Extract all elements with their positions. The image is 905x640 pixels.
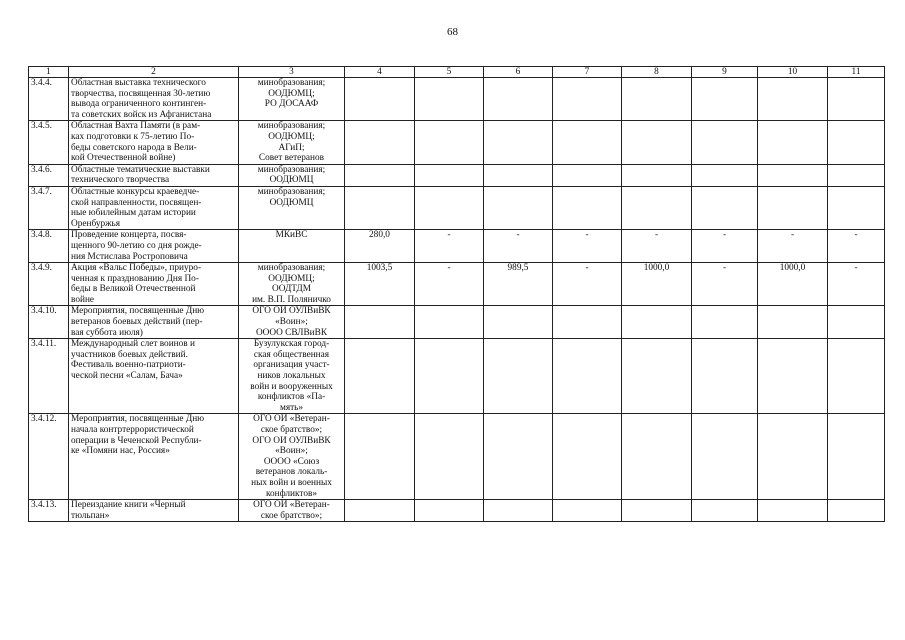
value-cell [415, 78, 484, 121]
event-name-line: ные юбилейным датам истории [71, 208, 196, 219]
value-cell: - [484, 230, 553, 263]
column-number: 7 [553, 67, 622, 78]
value-cell [758, 78, 828, 121]
column-number: 9 [692, 67, 758, 78]
column-number: 2 [69, 67, 239, 78]
column-number: 8 [622, 67, 692, 78]
responsible-org-line: ООДЮМЦ; [268, 88, 315, 99]
responsible-org-line: ОГО ОИ «Ветеран- [253, 414, 330, 425]
value-cell: 280,0 [345, 230, 415, 263]
value-cell: - [622, 230, 692, 263]
value-cell [828, 339, 885, 414]
value-cell: - [553, 230, 622, 263]
item-number: 3.4.7. [29, 186, 69, 229]
value-cell [415, 306, 484, 339]
event-name-line: Мероприятия, посвященные Дню [71, 414, 205, 425]
column-number: 1 [29, 67, 69, 78]
responsible-org [239, 164, 345, 186]
responsible-org [239, 339, 345, 414]
event-name-line: начала контртеррористической [71, 425, 194, 435]
event-name-line: Акция «Вальс Победы», приуро- [71, 263, 202, 274]
responsible-org-line: минобразования; [257, 121, 326, 132]
event-name-line: беды в Великой Отечественной [71, 284, 196, 295]
value-cell [484, 186, 553, 229]
item-number: 3.4.4. [29, 78, 69, 121]
value-cell [622, 121, 692, 164]
table-row [29, 78, 885, 121]
responsible-org [239, 263, 345, 306]
value-cell: 1000,0 [622, 263, 692, 306]
event-name [69, 121, 239, 164]
responsible-org-line: ОООО «Союз [263, 456, 320, 467]
value-cell [484, 78, 553, 121]
event-name-line: ческой песни «Салам, Бача» [71, 371, 183, 382]
value-cell [692, 121, 758, 164]
event-name-line: Областные конкурсы краеведче- [71, 186, 200, 197]
responsible-org-line: «Воин»; [275, 317, 308, 328]
event-name-line: участников боевых действий. [71, 349, 188, 360]
value-cell: 1000,0 [758, 263, 828, 306]
event-name-line: Фестиваль военно-патриоти- [71, 360, 186, 371]
value-cell: - [828, 230, 885, 263]
value-cell [484, 339, 553, 414]
event-name-line: ке «Помяни нас, Россия» [71, 446, 170, 457]
event-name-line: Переиздание книги «Черный [71, 500, 186, 511]
event-name-line: Международный слет воинов и [71, 339, 195, 350]
value-cell [553, 164, 622, 186]
value-cell [484, 306, 553, 339]
table-row [29, 414, 885, 500]
value-cell [758, 306, 828, 339]
table-row [29, 339, 885, 414]
event-name-line: беды советского народа в Вели- [71, 142, 197, 153]
responsible-org-line: РО ДОСААФ [264, 99, 319, 110]
value-cell [345, 414, 415, 500]
responsible-org-line: ООДЮМЦ; [268, 273, 315, 284]
event-name-line: творчества, посвященная 30-летию [71, 88, 211, 99]
column-number: 4 [345, 67, 415, 78]
responsible-org-line: Бузулукская город- [253, 339, 330, 350]
event-name-line: операции в Чеченской Республи- [71, 435, 202, 446]
responsible-org-line: ское братство»; [260, 510, 323, 521]
value-cell [415, 186, 484, 229]
value-cell [345, 500, 415, 522]
responsible-org-line: Совет ветеранов [258, 153, 325, 164]
column-number: 3 [239, 67, 345, 78]
responsible-org-line: минобразования; [257, 164, 326, 175]
event-name-line: ках подготовки к 75-летию По- [71, 131, 195, 142]
value-cell [758, 339, 828, 414]
value-cell [758, 414, 828, 500]
event-name-line: Оренбуржья [71, 218, 121, 229]
value-cell: 1003,5 [345, 263, 415, 306]
table-row [29, 500, 885, 522]
value-cell: - [828, 263, 885, 306]
value-cell [484, 164, 553, 186]
responsible-org [239, 186, 345, 229]
event-name-line: Областная выставка технического [71, 78, 206, 88]
responsible-org-line: ветеранов локаль- [255, 467, 328, 478]
event-name-line: тюльпан» [71, 510, 110, 521]
event-name-line: Областные тематические выставки [71, 164, 210, 175]
value-cell [758, 186, 828, 229]
responsible-org-line: им. В.П. Поляничко [252, 294, 331, 305]
responsible-org-line: АГиП; [278, 142, 305, 153]
value-cell: - [415, 230, 484, 263]
responsible-org [239, 121, 345, 164]
event-name [69, 306, 239, 339]
responsible-org-line: ООДЮМЦ [269, 175, 314, 186]
responsible-org-line: ООДЮМЦ; [268, 131, 315, 142]
item-number: 3.4.12. [29, 414, 69, 500]
value-cell: 989,5 [484, 263, 553, 306]
column-number: 10 [758, 67, 828, 78]
event-name-line: вывода ограниченного континген- [71, 99, 207, 110]
responsible-org-line: ных войн и военных [251, 477, 332, 488]
responsible-org-line: ское братство»; [260, 425, 323, 435]
value-cell [828, 500, 885, 522]
value-cell [622, 414, 692, 500]
item-number: 3.4.11. [29, 339, 69, 414]
event-name [69, 414, 239, 500]
responsible-org [239, 306, 345, 339]
column-number: 5 [415, 67, 484, 78]
responsible-org-line: конфликтов «Па- [257, 392, 326, 403]
responsible-org-line: ников локальных [257, 371, 326, 382]
responsible-org-line: ская общественная [253, 349, 330, 360]
event-name [69, 500, 239, 522]
value-cell [622, 186, 692, 229]
responsible-org-line: конфликтов» [265, 488, 318, 499]
value-cell [692, 186, 758, 229]
value-cell [692, 164, 758, 186]
event-name-line: щенного 90-летию со дня рожде- [71, 240, 202, 251]
value-cell [484, 500, 553, 522]
value-cell [758, 500, 828, 522]
value-cell [553, 414, 622, 500]
value-cell: - [415, 263, 484, 306]
value-cell [345, 164, 415, 186]
value-cell [553, 121, 622, 164]
event-name-line: ния Мстислава Ростроповича [71, 251, 188, 262]
responsible-org-line: минобразования; [257, 186, 326, 197]
responsible-org-line: ООДЮМЦ [269, 197, 314, 208]
value-cell [553, 78, 622, 121]
event-name-line: ской направленности, посвящен- [71, 197, 202, 208]
value-cell [692, 306, 758, 339]
value-cell [345, 339, 415, 414]
table-row [29, 186, 885, 229]
event-name [69, 263, 239, 306]
value-cell [415, 339, 484, 414]
value-cell [345, 186, 415, 229]
value-cell [758, 121, 828, 164]
responsible-org-line: войн и вооруженных [250, 381, 333, 392]
value-cell [415, 164, 484, 186]
value-cell [415, 121, 484, 164]
value-cell [345, 121, 415, 164]
responsible-org-line: «Воин»; [275, 446, 308, 457]
event-name-line: Мероприятия, посвященные Дню [71, 306, 205, 317]
table-row [29, 306, 885, 339]
page-number: 68 [447, 26, 458, 38]
item-number: 3.4.10. [29, 306, 69, 339]
event-name [69, 339, 239, 414]
responsible-org-line: ОГО ОИ ОУЛВиВК [252, 306, 331, 317]
value-cell [828, 121, 885, 164]
value-cell [692, 78, 758, 121]
event-name-line: ченная к празднованию Дня По- [71, 273, 199, 284]
value-cell [553, 500, 622, 522]
responsible-org [239, 78, 345, 121]
value-cell [692, 414, 758, 500]
responsible-org-line: организация участ- [253, 360, 330, 371]
item-number: 3.4.13. [29, 500, 69, 522]
value-cell [415, 500, 484, 522]
responsible-org-line: МКиВС [275, 230, 308, 241]
value-cell [484, 414, 553, 500]
value-cell [622, 500, 692, 522]
event-name [69, 78, 239, 121]
value-cell [415, 414, 484, 500]
responsible-org-line: минобразования; [257, 78, 326, 88]
column-number: 11 [828, 67, 885, 78]
table-row [29, 263, 885, 306]
value-cell: - [758, 230, 828, 263]
value-cell [828, 78, 885, 121]
value-cell [758, 164, 828, 186]
event-name [69, 186, 239, 229]
value-cell: - [692, 263, 758, 306]
event-name [69, 164, 239, 186]
event-name-line: Проведение концерта, посвя- [71, 230, 187, 241]
value-cell [622, 306, 692, 339]
event-name-line: вая суббота июля) [71, 327, 143, 338]
event-name-line: Областная Вахта Памяти (в рам- [71, 121, 201, 132]
table-row [29, 230, 885, 263]
value-cell [828, 306, 885, 339]
responsible-org [239, 230, 345, 263]
event-name [69, 230, 239, 263]
table-row [29, 121, 885, 164]
column-number-row [29, 67, 885, 78]
value-cell [345, 306, 415, 339]
responsible-org-line: ООДТДМ [271, 284, 311, 295]
value-cell [692, 339, 758, 414]
value-cell: - [553, 263, 622, 306]
responsible-org-line: ОГО ОИ ОУЛВиВК [252, 435, 331, 446]
value-cell [622, 164, 692, 186]
value-cell [828, 186, 885, 229]
responsible-org [239, 414, 345, 500]
value-cell [622, 78, 692, 121]
value-cell [345, 78, 415, 121]
event-name-line: та советских войск из Афганистана [71, 109, 212, 120]
value-cell [553, 339, 622, 414]
event-name-line: войне [71, 294, 95, 305]
value-cell [484, 121, 553, 164]
item-number: 3.4.9. [29, 263, 69, 306]
event-name-line: технического творчества [71, 175, 170, 186]
value-cell [828, 164, 885, 186]
responsible-org-line: ОГО ОИ «Ветеран- [253, 500, 330, 511]
table-row [29, 164, 885, 186]
item-number: 3.4.6. [29, 164, 69, 186]
value-cell [828, 414, 885, 500]
item-number: 3.4.8. [29, 230, 69, 263]
value-cell [622, 339, 692, 414]
responsible-org-line: мять» [279, 402, 304, 413]
event-name-line: ветеранов боевых действий (пер- [71, 317, 203, 328]
responsible-org-line: ОООО СВЛВиВК [255, 327, 328, 338]
event-name-line: кой Отечественной войне) [71, 153, 176, 164]
value-cell [553, 306, 622, 339]
value-cell [553, 186, 622, 229]
value-cell [692, 500, 758, 522]
responsible-org-line: минобразования; [257, 263, 326, 274]
column-number: 6 [484, 67, 553, 78]
value-cell: - [692, 230, 758, 263]
item-number: 3.4.5. [29, 121, 69, 164]
program-table [28, 66, 885, 522]
responsible-org [239, 500, 345, 522]
